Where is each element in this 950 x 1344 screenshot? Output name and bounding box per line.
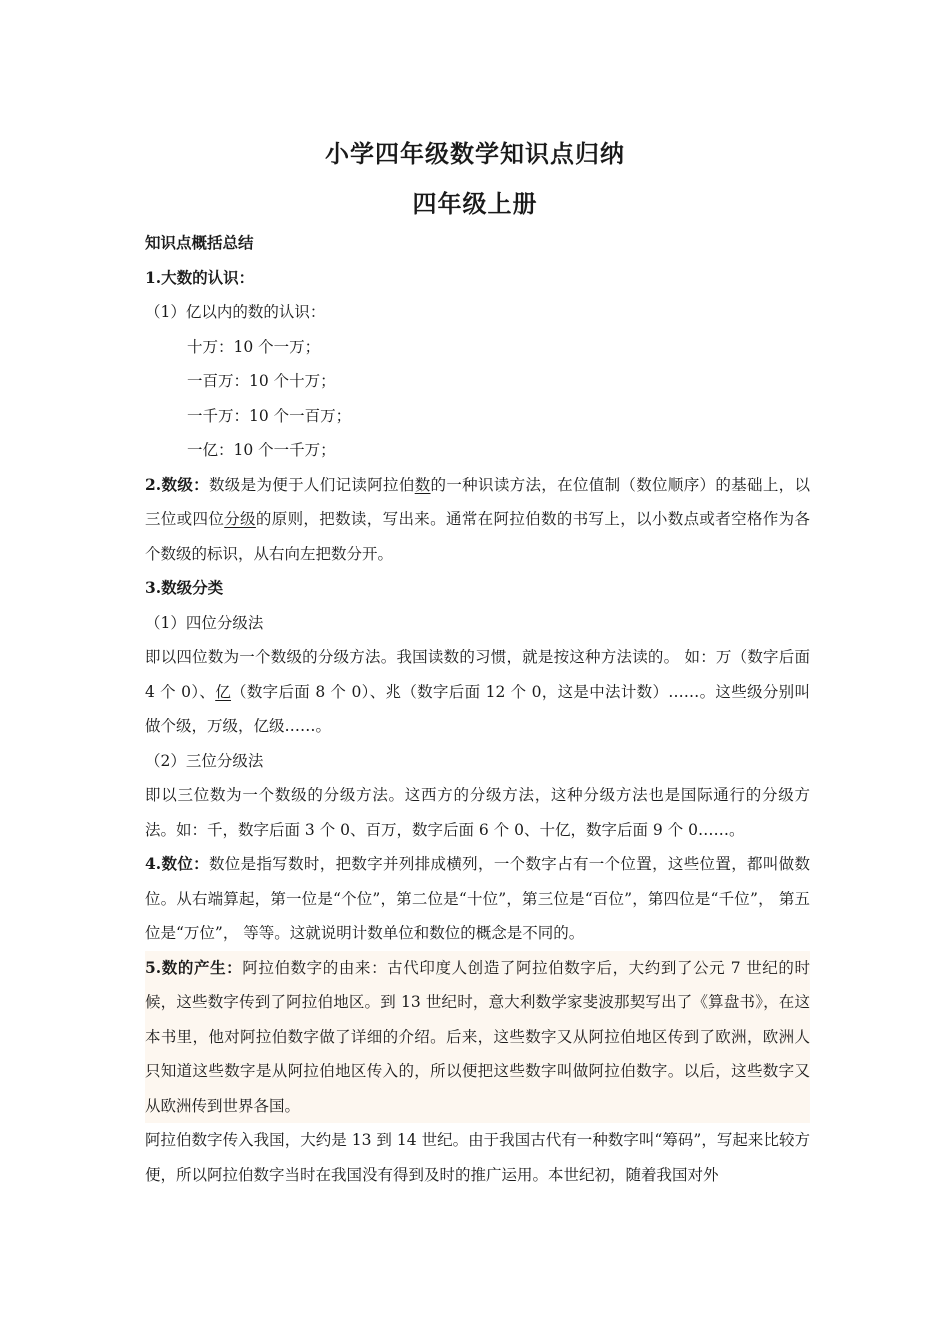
s3-p1-text-a: 即以四位数为一个数级的分级方法。我国读数的习惯，就是按这种方法读的。 如：万（数字后面 4 个 0）、 (145, 648, 810, 701)
s3-sub2: （2）三位分级法 (145, 751, 264, 770)
s2-text-a: 数级是为便于人们记读阿拉伯 (208, 475, 415, 494)
s2-text-b: 的一种识读方法，在位值制（数位顺序）的基础上，以三位或四位 (145, 475, 810, 528)
s5-label: 5.数的产生： (145, 957, 243, 977)
s1-line-4: 一亿：10 个一千万； (187, 441, 336, 459)
document-title: 小学四年级数学知识点归纳 (325, 139, 625, 168)
s1-line-3: 一千万：10 个一百万； (187, 406, 352, 425)
s5-text: 阿拉伯数字的由来：古代印度人创造了阿拉伯数字后，大约到了公元 7 世纪的时候，这些数字传到了阿拉伯地区。到 13 世纪时，意大利数学家斐波那契写出了《算盘书》，在这本书里，他对阿拉伯数字做了详细的介绍。后来，这些数字又从阿拉伯地区传到了欧洲，欧洲人只知道这些数字是从阿拉伯地区传入的，所以便把这些数字叫做阿拉伯数字。以后，这些数字又从欧洲传到世界各国。 (145, 958, 810, 1115)
s2-link-shu[interactable]: 数 (414, 475, 431, 494)
document-subtitle: 四年级上册 (412, 189, 538, 218)
s3-sub1: （1）四位分级法 (145, 613, 264, 632)
s4-paragraph (145, 847, 810, 951)
section-heading: 知识点概括总结 (145, 233, 254, 252)
document-body (145, 226, 810, 1192)
s2-link-fenji[interactable]: 分级 (224, 510, 256, 528)
s3-link-yi[interactable]: 亿 (215, 682, 232, 701)
s4-text: 数位是指写数时，把数字并列排成横列，一个数字占有一个位置，这些位置，都叫做数位。从右端算起，第一位是“个位”，第二位是“十位”，第三位是“百位”，第四位是“千位”， 第五位是“万位”， 等等。这就说明计数单位和数位的概念是不同的。 (145, 855, 810, 942)
s1-line-1: 十万：10 个一万； (187, 337, 321, 356)
s1-item1: （1）亿以内的数的认识： (145, 303, 326, 321)
s2-paragraph (145, 468, 810, 572)
s2-label: 2.数级： (145, 474, 209, 494)
s3-heading: 3.数级分类 (145, 578, 224, 597)
s4-label: 4.数位： (145, 854, 209, 873)
s5-paragraph (145, 951, 810, 1124)
s5-paragraph-2: 阿拉伯数字传入我国，大约是 13 到 14 世纪。由于我国古代有一种数字叫“筹码”，写起来比较方便，所以阿拉伯数字当时在我国没有得到及时的推广运用。本世纪初，随着我国对外 (145, 1131, 810, 1184)
s1-heading: 1.大数的认识： (145, 267, 255, 287)
s3-paragraph-2: 即以三位数为一个数级的分级方法。这西方的分级方法，这种分级方法也是国际通行的分级方法。如：千，数字后面 3 个 0、百万，数字后面 6 个 0、十亿，数字后面 9 个 0……。 (145, 786, 810, 839)
s2-text-c: 的原则，把数读，写出来。通常在阿拉伯数的书写上，以小数点或者空格作为各个数级的标识，从右向左把数分开。 (145, 510, 810, 563)
s1-line-2: 一百万：10 个十万； (187, 372, 336, 390)
s3-p1-text-b: （数字后面 8 个 0）、兆（数字后面 12 个 0，这是中法计数）……。这些级分别叫做个级，万级，亿级……。 (145, 682, 810, 735)
s3-paragraph-1 (145, 640, 810, 744)
